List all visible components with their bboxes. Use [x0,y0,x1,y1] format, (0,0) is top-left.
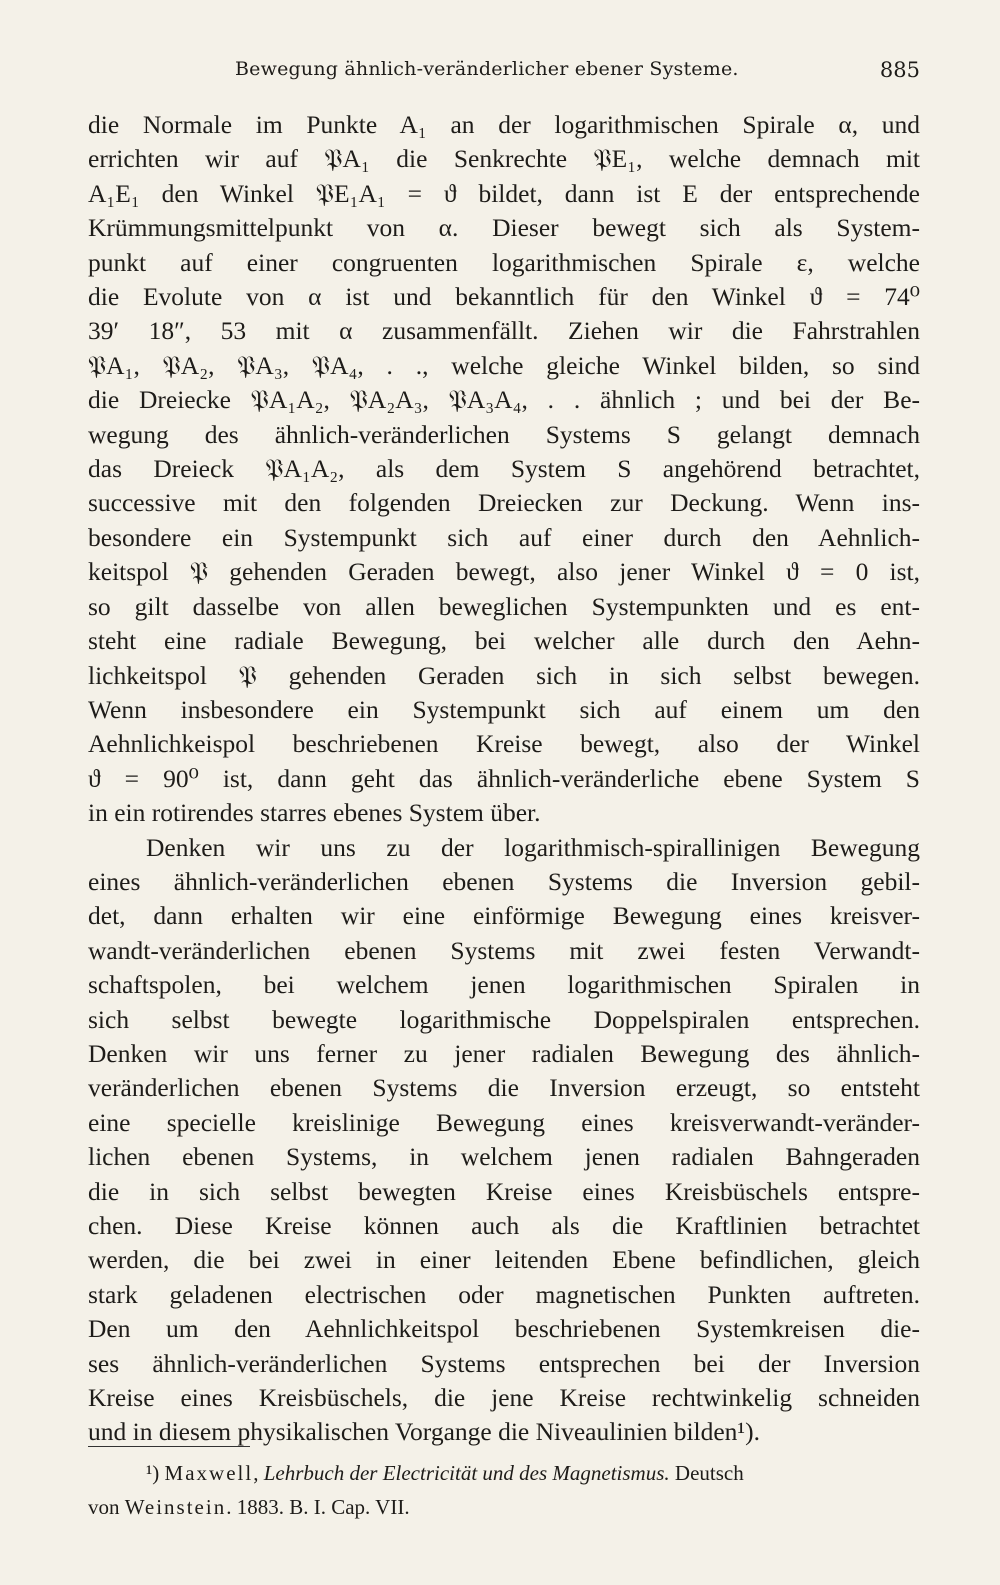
text-line: die Dreiecke 𝔓A₁A₂, 𝔓A₂A₃, 𝔓A₃A₄, . . ähnlich ; und bei der Be- [88,385,920,415]
text-line: lichen ebenen Systems, in welchem jenen radialen Bahngeraden [88,1142,920,1172]
footnote-book-title: Lehrbuch der Electricität und des Magnetismus. [263,1461,670,1485]
text-line: eine specielle kreislinige Bewegung eines kreisverwandt-veränder- [88,1107,920,1137]
paragraph-last-line: in ein rotirendes starres ebenes System über. [88,798,541,828]
footnote-marker: ¹) [146,1461,160,1485]
text-line: A₁E₁ den Winkel 𝔓E₁A₁ = ϑ bildet, dann ist E der entsprechende [88,178,920,208]
text-line: eines ähnlich-veränderlichen ebenen Systems die Inversion gebil- [88,866,920,896]
text-line: das Dreieck 𝔓A₁A₂, als dem System S angehörend betrachtet, [88,454,920,484]
text-line: 39′ 18″, 53 mit α zusammenfällt. Ziehen wir die Fahrstrahlen [88,316,920,346]
text-line: errichten wir auf 𝔓A₁ die Senkrechte 𝔓E₁, welche demnach mit [88,144,920,174]
footnote-line-2 [88,1490,920,1524]
text-line: ses ähnlich-veränderlichen Systems entsprechen bei der Inversion [88,1348,920,1378]
footnote-divider [88,1446,250,1447]
body-text [88,108,920,1450]
footnote-line2-prefix: von [88,1495,125,1519]
text-line: schaftspolen, bei welchem jenen logarithmischen Spiralen in [88,970,920,1000]
text-line: punkt auf einer congruenten logarithmischen Spirale ε, welche [88,247,920,277]
text-line: sich selbst bewegte logarithmische Doppelspiralen entsprechen. [88,1004,920,1034]
footnote-line1-tail: Deutsch [669,1461,744,1485]
text-line: so gilt dasselbe von allen beweglichen Systempunkten und es ent- [88,591,920,621]
text-line: Kreise eines Kreisbüschels, die jene Kreise rechtwinkelig schneiden [88,1383,920,1413]
footnote-author: Maxwell [164,1461,254,1485]
text-line: Krümmungsmittelpunkt von α. Dieser bewegt sich als System- [88,213,920,243]
text-line: stark geladenen electrischen oder magnetischen Punkten auftreten. [88,1279,920,1309]
text-line: wegung des ähnlich-veränderlichen Systems S gelangt demnach [88,419,920,449]
text-line: wandt-veränderlichen ebenen Systems mit zwei festen Verwandt- [88,935,920,965]
text-line: Denken wir uns ferner zu jener radialen Bewegung des ähnlich- [88,1038,920,1068]
text-line: die Normale im Punkte A₁ an der logarithmischen Spirale α, und [88,110,920,139]
text-line: veränderlichen ebenen Systems die Inversion erzeugt, so entsteht [88,1073,920,1103]
text-line: steht eine radiale Bewegung, bei welcher alle durch den Aehn- [88,626,920,656]
text-line: die in sich selbst bewegten Kreise eines Kreisbüschels entspre- [88,1176,920,1206]
text-line: Wenn insbesondere ein Systempunkt sich auf einem um den [88,694,920,724]
page-header [88,58,920,88]
text-line: det, dann erhalten wir eine einförmige Bewegung eines kreisver- [88,901,920,931]
text-line: chen. Diese Kreise können auch als die Kraftlinien betrachtet [88,1211,920,1240]
text-line: werden, die bei zwei in einer leitenden Ebene befindlichen, gleich [88,1245,920,1275]
footnote-translator: Weinstein [124,1495,227,1519]
running-title: Bewegung ähnlich-veränderlicher ebener Systeme. [235,58,739,80]
text-line: ϑ = 90⁰ ist, dann geht das ähnlich-veränderliche ebene System S [88,763,920,793]
text-line: Den um den Aehnlichkeitspol beschriebenen Systemkreisen die- [88,1314,920,1344]
text-line: keitspol 𝔓 gehenden Geraden bewegt, also jener Winkel ϑ = 0 ist, [88,557,920,587]
footnote-line-1: ¹) Maxwell, Lehrbuch der Electricität und des Magnetismus. Deutsch [146,1461,744,1485]
paragraph-last-line: und in diesem physikalischen Vorgange die Niveaulinien bilden¹). [88,1417,760,1447]
text-line: besondere ein Systempunkt sich auf einer durch den Aehnlich- [88,522,920,552]
text-line: successive mit den folgenden Dreiecken zur Deckung. Wenn ins- [88,488,920,518]
footnote-line2-tail: . 1883. B. I. Cap. VII. [226,1495,410,1519]
footnote [88,1456,920,1524]
text-line: lichkeitspol 𝔓 gehenden Geraden sich in sich selbst bewegen. [88,660,920,690]
paragraph-first-line: Denken wir uns zu der logarithmisch-spirallinigen Bewegung [146,832,920,862]
text-line: Aehnlichkeispol beschriebenen Kreise bewegt, also der Winkel [88,729,920,759]
text-line: die Evolute von α ist und bekanntlich für den Winkel ϑ = 74⁰ [88,282,920,312]
text-line: 𝔓A₁, 𝔓A₂, 𝔓A₃, 𝔓A₄, . ., welche gleiche Winkel bilden, so sind [88,350,920,380]
page-number: 885 [879,58,920,82]
